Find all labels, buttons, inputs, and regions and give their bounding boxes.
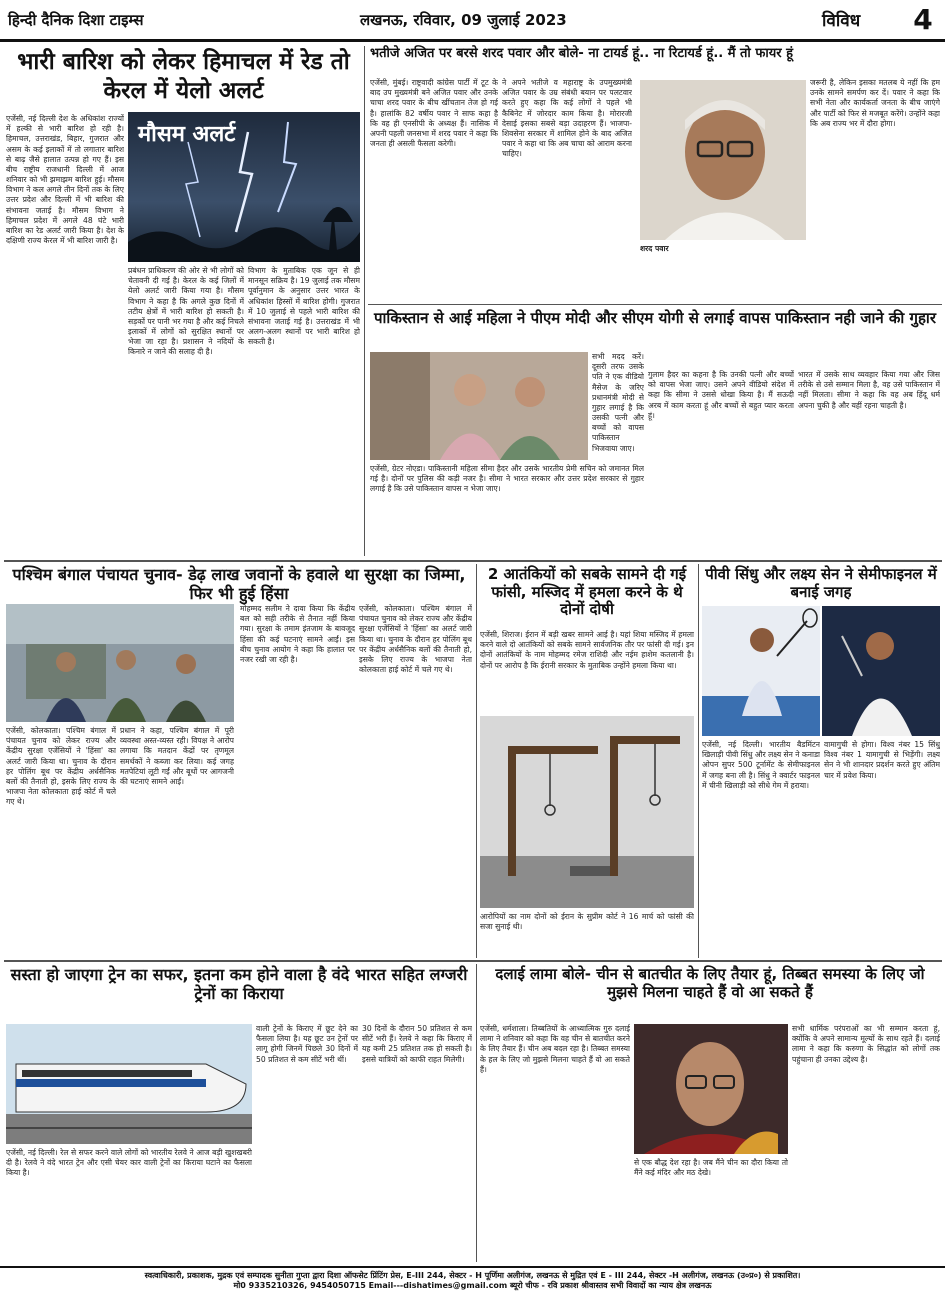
pawar-body-2: ने अपने भतीजे व महाराष्ट्र के उपमुख्यमंत्री अजित पवार के उम्र संबंधी बयान पर पलटवार करते हुए कहा कि कई लोगों ने पहले भी कैबिनेट में जोरदार काम किया है। मोरारजी देसाई इसका सबसे बड़ा उदाहरण हैं। भाजपा-शिवसेना सरकार में शामिल होने के बाद अजित पवार ने कहा था कि अब चाचा को आराम करना चाहिए।	[502, 78, 632, 159]
sindhu-photo	[702, 606, 820, 736]
bengal-body-1: एजेंसी, कोलकाता। पश्चिम बंगाल में पंचायत चुनाव को लेकर राज्य और केंद्रीय सुरक्षा एजेंसियों ने 'हिंसा' का अलर्ट जारी किया था। चुनाव के दौरान हर पोलिंग बूथ पर केंद्रीय अर्धसैनिक बलों की तैनाती हो, इसके लिए राज्य के भाजपा नेता कोलकाता हाई कोर्ट में चले गए थे।	[6, 726, 116, 807]
dalai-caption: से एक बौद्ध देश रहा है। जब मैंने चीन का दौरा किया तो मैंने कई मंदिर और मठ देखे।	[634, 1158, 788, 1178]
seema-photo	[370, 352, 588, 460]
pawar-headline: भतीजे अजित पर बरसे शरद पवार और बोले- ना टायर्ड हूं.. ना रिटायर्ड हूं.. मैं तो फायर हूं	[370, 46, 793, 61]
iran-headline: 2 आतंकियों को सबके सामने दी गई फांसी, मस्जिद में हमला करने के थे दोनों दोषी	[487, 565, 687, 619]
imprint-line-2: मो0 9335210326, 9454050715 Email---dishatimes@gmail.com ब्यूरो चीफ - रवि प्रकाश श्रीवास्तव सभी विवादों का न्याय क्षेत्र लखनऊ	[233, 1281, 712, 1290]
police-photo	[6, 604, 234, 722]
section-rule	[4, 960, 942, 962]
section-name: विविध	[822, 11, 861, 31]
badminton-headline: पीवी सिंधु और लक्ष्य सेन ने सेमीफाइनल में बनाई जगह	[705, 565, 937, 601]
pak-body-4: भारत में उसके साथ व्यवहार किया गया और जिस तरीके से उसे सम्मान मिला है, वह उसे पाकिस्तान में नहीं मिलता। सीमा ने कहा कि वह अब हिंदू धर्म अपना चुकी है और यहीं रहना चाहती है।	[798, 370, 940, 410]
pak-headline: पाकिस्तान से आई महिला ने पीएम मोदी और सीएम योगी से लगाई वापस पाकिस्तान नही जाने की गुहार	[374, 309, 936, 327]
iran-body-1: एजेंसी, शिराज। ईरान में बड़ी खबर सामने आई है। यहां शिया मस्जिद में हमला करने वाले दो आतंकियों को सबके सामने सार्वजनिक तौर पर फांसी दी गई। इन दोनों आतंकियों के नाम मोहम्मद रमेज राशिदी और नईम हाशेम कतलानी है। दोनों पर आरोप है कि ईरानी सरकार के मुताबिक उन्होंने हमला किया था।	[480, 630, 694, 670]
train-headline: सस्ता हो जाएगा ट्रेन का सफर, इतना कम होने वाला है वंदे भारत सहित लग्जरी ट्रेनों का किराया	[10, 965, 468, 1003]
section-rule	[368, 304, 942, 305]
bengal-body-3: मोहम्मद सलीम ने दावा किया कि केंद्रीय बल को सही तरीके से तैनात नहीं किया गया। सुरक्षा के तमाम इंतजाम के बावजूद हिंसा की कई घटनाएं सामने आईं। इस बीच चुनाव आयोग ने कहा कि हालात पर नजर रखी जा रही है।	[240, 604, 355, 664]
dalai-body-1: एजेंसी, धर्मशाला। तिब्बतियों के आध्यात्मिक गुरु दलाई लामा ने शनिवार को कहा कि वह चीन से बातचीत करने के लिए तैयार हैं। चीन अब बदल रहा है। तिब्बत समस्या के हल के लिए जो मुझसे मिलना चाहते हैं वो आ सकते हैं।	[480, 1024, 630, 1074]
dalai-body-2: सभी धार्मिक परंपराओं का भी सम्मान करता हूं, क्योंकि वे अपने सामान्य मूल्यों के साथ रहते हैं। दलाई लामा ने कहा कि करुणा के सिद्धांत को लोगों तक पहुंचाना ही उनका उद्देश्य है।	[792, 1024, 940, 1064]
rain-body-1: एजेंसी, नई दिल्ली देश के अधिकांश राज्यों में हल्की से भारी बारिश हो रही है। हिमाचल, उत्तराखंड, बिहार, गुजरात और असम के कई इलाकों में तो लगातार बारिश से बाढ़ जैसे हालात उत्पन्न हो गए हैं। इस बीच राष्ट्रीय राजधानी दिल्ली में आज शनिवार को भी झमाझम बारिश हुई। मौसम विभाग ने कल अगले तीन दिनों तक के लिए उत्तर प्रदेश और दिल्ली में भी बारिश की संभावना जताई है। मौसम विभाग ने हिमाचल प्रदेश में अगले 48 घंटे भारी बारिश का रेड अलर्ट जारी किया है। देश के दक्षिणी राज्य केरल में भी बारिश जारी है।	[6, 114, 124, 246]
imprint-footer	[0, 1266, 945, 1295]
bengal-headline: पश्चिम बंगाल पंचायत चुनाव- डेढ़ लाख जवानों के हवाले था सुरक्षा का जिम्मा, फिर भी हुई हिंसा	[12, 565, 466, 603]
train-body-2: वाली ट्रेनों के किराए में छूट देने का फैसला लिया है। यह छूट उन ट्रेनों पर लागू होगी जिनमें पिछले 30 दिनों में 50 प्रतिशत से कम सीटें भरी थीं।	[256, 1024, 358, 1064]
column-rule	[476, 964, 477, 1262]
rain-headline: भारी बारिश को लेकर हिमाचल में रेड तो केरल में येलो अलर्ट	[17, 49, 350, 104]
pawar-body-3: जरूरी है, लेकिन इसका मतलब ये नहीं कि हम उनके सामने समर्पण कर दें। पवार ने कहा कि सभी नेता और कार्यकर्ता जनता के बीच जाएंगे और पार्टी को फिर से मजबूत करेंगे। उन्होंने कहा कि अब राज्य भर में दौरा होगा।	[810, 78, 940, 128]
storm-image	[128, 112, 360, 262]
train-body-3: 30 दिनों के दौरान 50 प्रतिशत से कम सीटें भरी हैं। रेलवे ने कहा कि किराए में यह कमी 25 प्रतिशत तक हो सकती है। इससे यात्रियों को काफी राहत मिलेगी।	[362, 1024, 472, 1064]
date-line: लखनऊ, रविवार, 09 जुलाई 2023	[360, 11, 567, 29]
pak-body-3: गुलाम हैदर का कहना है कि उनकी पत्नी और बच्चों को वापस भेजा जाए। उसने अपने वीडियो संदेश में कहा कि सीमा ने उससे धोखा किया है। मैं सऊदी अरब में काम करता हूं और बच्चों से बहुत प्यार करता हूं।	[648, 370, 794, 420]
pawar-photo	[640, 80, 806, 240]
train-body-1: एजेंसी, नई दिल्ली। रेल से सफर करने वाले लोगों को भारतीय रेलवे ने आज बड़ी खुशखबरी दी है। रेलवे ने वंदे भारत ट्रेन और एसी चेयर कार वाली ट्रेनों का किराया घटाने का फैसला किया है।	[6, 1148, 252, 1178]
column-rule	[364, 46, 365, 556]
iran-caption: आरोपियों का नाम दोनों को ईरान के सुप्रीम कोर्ट ने 16 मार्च को फांसी की सजा सुनाई थी।	[480, 912, 694, 932]
page-number: 4	[913, 3, 933, 36]
pawar-caption: शरद पवार	[640, 244, 669, 253]
rain-body-3: विभाग के मुताबिक एक जून से ही मानसून सक्रिय है। 19 जुलाई तक मौसम पूर्वानुमान के अनुसार उत्तर भारत के अधिकांश हिस्सों में बारिश होगी। गुजरात में 10 जुलाई से पहले भारी बारिश की संभावना जताई गई है। उत्तराखंड में भी अलग-अलग स्थानों पर भारी बारिश हो सकती है।	[248, 266, 360, 347]
badminton-body-1: एजेंसी, नई दिल्ली। भारतीय बैडमिंटन खिलाड़ी पीवी सिंधु और लक्ष्य सेन ने कनाडा ओपन सुपर 500 टूर्नामेंट के सेमीफाइनल में जगह बना ली है। सिंधु ने क्वार्टर फाइनल में चीनी खिलाड़ी को सीधे गेम में हराया।	[702, 740, 820, 790]
rain-body-2: प्रबंधन प्राधिकरण की ओर से भी लोगों को चेतावनी दी गई है। केरल के कई जिलों में येलो अलर्ट जारी किया गया है। मौसम विभाग ने कहा है कि अगले कुछ दिनों में तटीय क्षेत्रों में भारी बारिश हो सकती है। सड़कों पर पानी भर गया है और कई निचले इलाकों में लोगों को सुरक्षित स्थानों पर भेजा जा रहा है। प्रशासन ने नदियों के किनारे न जाने की सलाह दी है।	[128, 266, 244, 357]
section-rule	[4, 560, 942, 562]
badminton-body-2: वामागुची से होगा। विश्व नंबर 15 सिंधु विश्व नंबर 1 यामागुची से भिड़ेंगी। लक्ष्य सेन ने भी शानदार प्रदर्शन करते हुए अंतिम चार में प्रवेश किया।	[824, 740, 940, 780]
column-rule	[476, 564, 477, 958]
storm-image-label: मौसम अलर्ट	[138, 122, 236, 147]
bengal-body-4: एजेंसी, कोलकाता। पश्चिम बंगाल में पंचायत चुनाव को लेकर राज्य और केंद्रीय सुरक्षा एजेंसियों ने 'हिंसा' का अलर्ट जारी किया था। चुनाव के दौरान हर पोलिंग बूथ पर केंद्रीय अर्धसैनिक बलों की तैनाती हो, इसके लिए राज्य के भाजपा नेता कोलकाता हाई कोर्ट में चले गए थे।	[359, 604, 472, 675]
bengal-body-2: प्रधान ने कहा, पश्चिम बंगाल में पूरी व्यवस्था अस्त-व्यस्त रही। विपक्ष ने आरोप लगाया कि मतदान केंद्रों पर तृणमूल समर्थकों ने कब्जा कर लिया। कई जगह मतपेटियां लूटी गईं और बूथों पर आगजनी की घटनाएं सामने आईं।	[120, 726, 234, 786]
dalai-lama-photo	[634, 1024, 788, 1154]
column-rule	[698, 564, 699, 958]
gallows-photo	[480, 716, 694, 908]
lakshya-photo	[822, 606, 940, 736]
imprint-line-1: स्वत्वाधिकारी, प्रकाशक, मुद्रक एवं सम्पादक सुनीता गुप्ता द्वारा दिशा ऑफसेट प्रिंटिंग प्रेस, E-III 244, सेक्टर - H पूर्णिमा अलीगंज, लखनऊ से मुद्रित एवं E - III 244, सेक्टर -H अलीगंज, लखनऊ (उ०प्र०) से प्रकाशित।	[144, 1271, 801, 1280]
pak-body-1: एजेंसी, ग्रेटर नोएडा। पाकिस्तानी महिला सीमा हैदर और उसके भारतीय प्रेमी सचिन को जमानत मिल गई है। दोनों पर पुलिस की कड़ी नजर है। सीमा ने भारत सरकार और उत्तर प्रदेश सरकार से गुहार लगाई है कि उसे पाकिस्तान वापस न भेजा जाए।	[370, 464, 644, 494]
paper-name: हिन्दी दैनिक दिशा टाइम्स	[8, 11, 144, 29]
dalai-headline: दलाई लामा बोले- चीन से बातचीत के लिए तैयार हूं, तिब्बत समस्या के लिए जो मुझसे मिलना चाहते हैं वो आ सकते हैं	[495, 965, 925, 1001]
pawar-body-1: एजेंसी, मुंबई। राष्ट्रवादी कांग्रेस पार्टी में टूट के बाद उप मुख्यमंत्री बने अजित पवार और उनके चाचा शरद पवार के बीच खींचतान तेज हो गई है। हालांकि 82 वर्षीय पवार ने साफ कहा है कि वह ही एनसीपी के अध्यक्ष हैं। नासिक में अपनी पहली जनसभा में शरद पवार ने कहा कि जनता ही असली फैसला करेगी।	[370, 78, 498, 149]
masthead	[0, 0, 945, 42]
pak-body-2: सभी मदद करें। दूसरी तरफ उसके पति ने एक वीडियो मैसेज के जरिए प्रधानमंत्री मोदी से गुहार लगाई है कि उसकी पत्नी और बच्चों को वापस पाकिस्तान भिजवाया जाए।	[592, 352, 644, 453]
vande-bharat-photo	[6, 1024, 252, 1144]
